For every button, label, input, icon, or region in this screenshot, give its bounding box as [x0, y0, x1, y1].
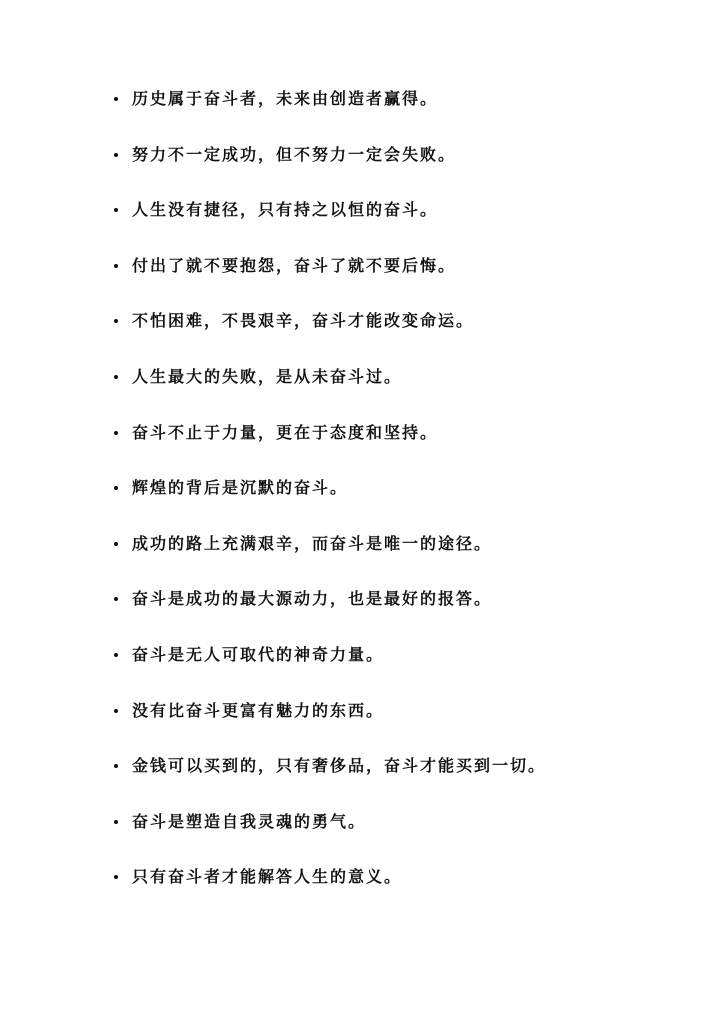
- quote-text: 奋斗是无人可取代的神奇力量。: [132, 644, 385, 664]
- bullet-icon: [114, 319, 118, 323]
- list-item: [0, 852, 720, 908]
- quote-text: 不怕困难，不畏艰辛，奋斗才能改变命运。: [132, 311, 475, 331]
- quote-text: 人生没有捷径，只有持之以恒的奋斗。: [132, 200, 439, 220]
- quote-text: 奋斗是成功的最大源动力，也是最好的报答。: [132, 589, 493, 609]
- list-item: [0, 130, 720, 186]
- bullet-icon: [114, 153, 118, 157]
- bullet-icon: [114, 375, 118, 379]
- quote-text: 金钱可以买到的，只有奢侈品，奋斗才能买到一切。: [132, 756, 547, 776]
- bullet-icon: [114, 264, 118, 268]
- list-item: [0, 241, 720, 297]
- list-item: [0, 296, 720, 352]
- bullet-icon: [114, 597, 118, 601]
- quote-text: 辉煌的背后是沉默的奋斗。: [132, 478, 349, 498]
- bullet-icon: [114, 431, 118, 435]
- quote-text: 人生最大的失败，是从未奋斗过。: [132, 366, 403, 386]
- quote-text: 努力不一定成功，但不努力一定会失败。: [132, 144, 457, 164]
- list-item: [0, 630, 720, 686]
- quote-list: [0, 74, 720, 908]
- list-item: [0, 686, 720, 742]
- list-item: [0, 519, 720, 575]
- list-item: [0, 352, 720, 408]
- quote-text: 奋斗是塑造自我灵魂的勇气。: [132, 811, 367, 831]
- bullet-icon: [114, 764, 118, 768]
- bullet-icon: [114, 97, 118, 101]
- list-item: [0, 185, 720, 241]
- quote-text: 没有比奋斗更富有魅力的东西。: [132, 700, 385, 720]
- quote-text: 付出了就不要抱怨，奋斗了就不要后悔。: [132, 255, 457, 275]
- list-item: [0, 463, 720, 519]
- bullet-icon: [114, 486, 118, 490]
- list-item: [0, 741, 720, 797]
- bullet-icon: [114, 208, 118, 212]
- bullet-icon: [114, 542, 118, 546]
- quote-text: 成功的路上充满艰辛，而奋斗是唯一的途径。: [132, 533, 493, 553]
- bullet-icon: [114, 709, 118, 713]
- list-item: [0, 574, 720, 630]
- quote-text: 历史属于奋斗者，未来由创造者赢得。: [132, 89, 439, 108]
- bullet-icon: [114, 653, 118, 657]
- list-item: [0, 797, 720, 853]
- bullet-icon: [114, 820, 118, 824]
- quote-text: 只有奋斗者才能解答人生的意义。: [132, 867, 403, 887]
- bullet-icon: [114, 875, 118, 879]
- quote-text: 奋斗不止于力量，更在于态度和坚持。: [132, 422, 439, 442]
- list-item: [0, 408, 720, 464]
- list-item: [0, 74, 720, 130]
